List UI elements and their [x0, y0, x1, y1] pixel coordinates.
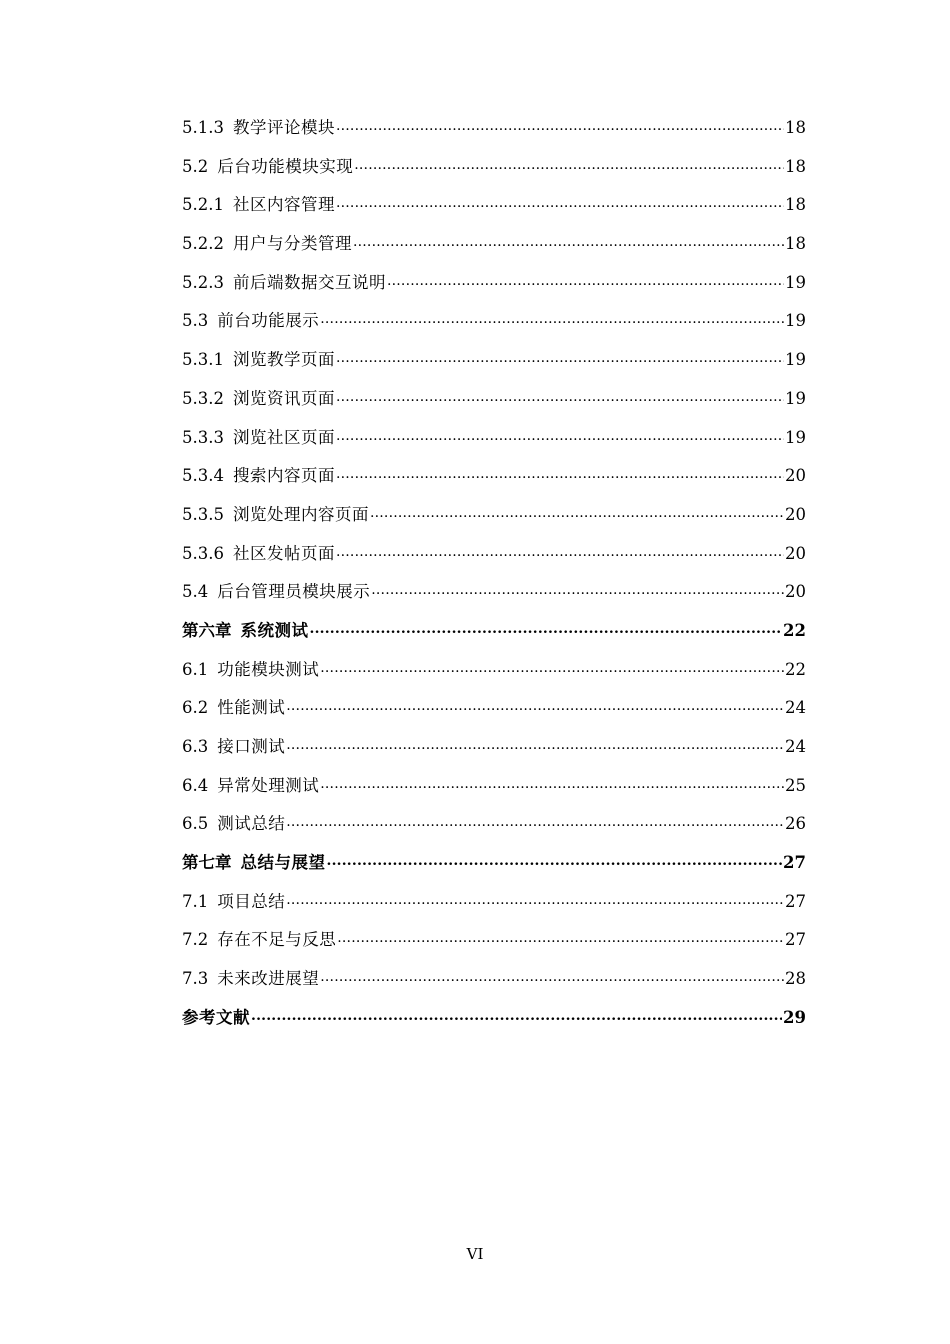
toc-dot-leader [320, 966, 784, 984]
toc-chapter-entry[interactable] [182, 1003, 806, 1042]
toc-entry-number: 7.2 [182, 930, 209, 950]
toc-entry[interactable] [182, 500, 806, 539]
toc-entry[interactable] [182, 925, 806, 964]
toc-entry-title: 参考文献 [182, 1007, 250, 1027]
toc-entry-title: 浏览教学页面 [232, 350, 335, 370]
toc-entry-number: 6.1 [182, 659, 209, 679]
toc-entry[interactable] [182, 732, 806, 771]
toc-entry-page: 26 [785, 814, 806, 834]
toc-entry-number: 6.3 [182, 737, 209, 756]
toc-entry-title: 系统测试 [240, 620, 309, 640]
toc-entry-page: 19 [785, 311, 806, 331]
toc-dot-leader [370, 502, 784, 520]
toc-entry[interactable] [182, 539, 806, 578]
toc-dot-leader [354, 154, 784, 172]
toc-dot-leader [286, 811, 784, 829]
toc-dot-leader [336, 386, 784, 404]
toc-entry-title: 浏览社区页面 [232, 427, 335, 447]
toc-chapter-entry[interactable] [182, 848, 806, 887]
toc-entry-title: 前后端数据交互说明 [232, 272, 386, 292]
toc-dot-leader [286, 734, 784, 752]
toc-entry-page: 25 [785, 775, 806, 795]
toc-entry-title: 教学评论模块 [232, 118, 335, 137]
table-of-contents [182, 113, 806, 1042]
toc-entry-page: 18 [785, 234, 806, 254]
toc-dot-leader [353, 231, 784, 249]
page-number: VI [466, 1245, 484, 1263]
toc-entry-number: 5.3 [182, 311, 209, 331]
toc-entry-number: 5.3.5 [182, 504, 224, 524]
toc-entry-title: 性能测试 [217, 698, 286, 718]
toc-entry[interactable] [182, 152, 806, 191]
toc-entry[interactable] [182, 887, 806, 926]
toc-entry-page: 22 [785, 659, 806, 679]
toc-entry-title: 总结与展望 [240, 853, 326, 873]
toc-dot-leader [286, 889, 784, 907]
toc-entry-title: 项目总结 [217, 891, 286, 911]
toc-dot-leader [336, 541, 784, 559]
toc-entry-title: 后台功能模块实现 [217, 156, 354, 176]
toc-entry-page: 19 [785, 350, 806, 370]
toc-entry-page: 24 [785, 698, 806, 718]
toc-entry-page: 20 [785, 466, 806, 486]
toc-entry-page: 19 [785, 272, 806, 292]
toc-entry-page: 27 [785, 930, 806, 950]
toc-entry[interactable] [182, 306, 806, 345]
toc-entry-page: 22 [783, 620, 806, 640]
toc-entry[interactable] [182, 423, 806, 462]
toc-entry[interactable] [182, 229, 806, 268]
toc-chapter-entry[interactable] [182, 616, 806, 655]
toc-entry[interactable] [182, 809, 806, 848]
toc-entry[interactable] [182, 113, 806, 152]
toc-entry-title: 社区发帖页面 [232, 543, 335, 563]
toc-entry-number: 5.3.6 [182, 543, 224, 563]
toc-dot-leader [336, 115, 784, 133]
toc-dot-leader [336, 425, 784, 443]
toc-entry[interactable] [182, 771, 806, 810]
toc-dot-leader [251, 1005, 782, 1023]
toc-entry-title: 用户与分类管理 [232, 234, 352, 254]
toc-entry-number: 5.2 [182, 156, 209, 176]
toc-entry-number: 7.3 [182, 969, 209, 989]
toc-entry-title: 浏览资讯页面 [232, 388, 335, 408]
toc-entry[interactable] [182, 345, 806, 384]
toc-entry-page: 27 [783, 853, 806, 873]
toc-entry-number: 5.2.1 [182, 195, 224, 215]
toc-dot-leader [387, 270, 784, 288]
toc-entry-title: 测试总结 [217, 814, 286, 834]
toc-entry-number: 5.3.1 [182, 350, 224, 370]
toc-entry-title: 社区内容管理 [232, 195, 335, 215]
toc-dot-leader [320, 657, 784, 675]
toc-dot-leader [336, 463, 784, 481]
toc-entry-page: 18 [785, 195, 806, 215]
toc-entry-number: 第七章 [182, 853, 232, 873]
toc-entry-number: 5.3.3 [182, 427, 224, 447]
toc-entry-number: 5.3.4 [182, 466, 224, 486]
toc-entry-page: 19 [785, 427, 806, 447]
toc-entry-page: 20 [785, 582, 806, 602]
toc-entry-page: 29 [783, 1007, 806, 1027]
toc-entry-title: 后台管理员模块展示 [217, 582, 371, 602]
toc-entry-title: 功能模块测试 [217, 659, 320, 679]
toc-entry[interactable] [182, 964, 806, 1003]
toc-entry-number: 6.4 [182, 775, 209, 795]
toc-entry-number: 6.2 [182, 698, 209, 718]
toc-dot-leader [327, 850, 783, 868]
toc-entry-title: 异常处理测试 [217, 775, 320, 795]
toc-entry[interactable] [182, 190, 806, 229]
toc-entry-page: 18 [785, 118, 806, 137]
toc-dot-leader [336, 192, 784, 210]
toc-entry-number: 7.1 [182, 891, 209, 911]
toc-dot-leader [320, 773, 784, 791]
toc-dot-leader [336, 347, 784, 365]
toc-entry-number: 5.2.3 [182, 272, 224, 292]
toc-entry[interactable] [182, 384, 806, 423]
toc-entry[interactable] [182, 577, 806, 616]
toc-entry-page: 24 [785, 737, 806, 756]
toc-entry-title: 浏览处理内容页面 [232, 504, 369, 524]
toc-dot-leader [371, 579, 784, 597]
toc-entry-title: 存在不足与反思 [217, 930, 337, 950]
toc-entry-title: 前台功能展示 [217, 311, 320, 331]
toc-entry-number: 5.2.2 [182, 234, 224, 254]
toc-entry-number: 5.4 [182, 582, 209, 602]
toc-dot-leader [320, 308, 784, 326]
toc-entry-number: 6.5 [182, 814, 209, 834]
toc-entry-title: 未来改进展望 [217, 969, 320, 989]
toc-entry-page: 20 [785, 543, 806, 563]
toc-entry[interactable] [182, 655, 806, 694]
toc-entry[interactable] [182, 461, 806, 500]
toc-dot-leader [337, 927, 784, 945]
toc-entry-title: 接口测试 [217, 737, 286, 756]
toc-entry-number: 5.3.2 [182, 388, 224, 408]
toc-dot-leader [310, 618, 783, 636]
toc-entry-page: 19 [785, 388, 806, 408]
toc-entry-page: 28 [785, 969, 806, 989]
toc-entry-page: 18 [785, 156, 806, 176]
toc-entry-title: 搜索内容页面 [232, 466, 335, 486]
toc-dot-leader [286, 695, 784, 713]
toc-entry-number: 5.1.3 [182, 118, 224, 137]
toc-entry-page: 20 [785, 504, 806, 524]
toc-entry[interactable] [182, 268, 806, 307]
toc-entry-number: 第六章 [182, 620, 232, 640]
toc-entry-page: 27 [785, 891, 806, 911]
toc-entry[interactable] [182, 693, 806, 732]
